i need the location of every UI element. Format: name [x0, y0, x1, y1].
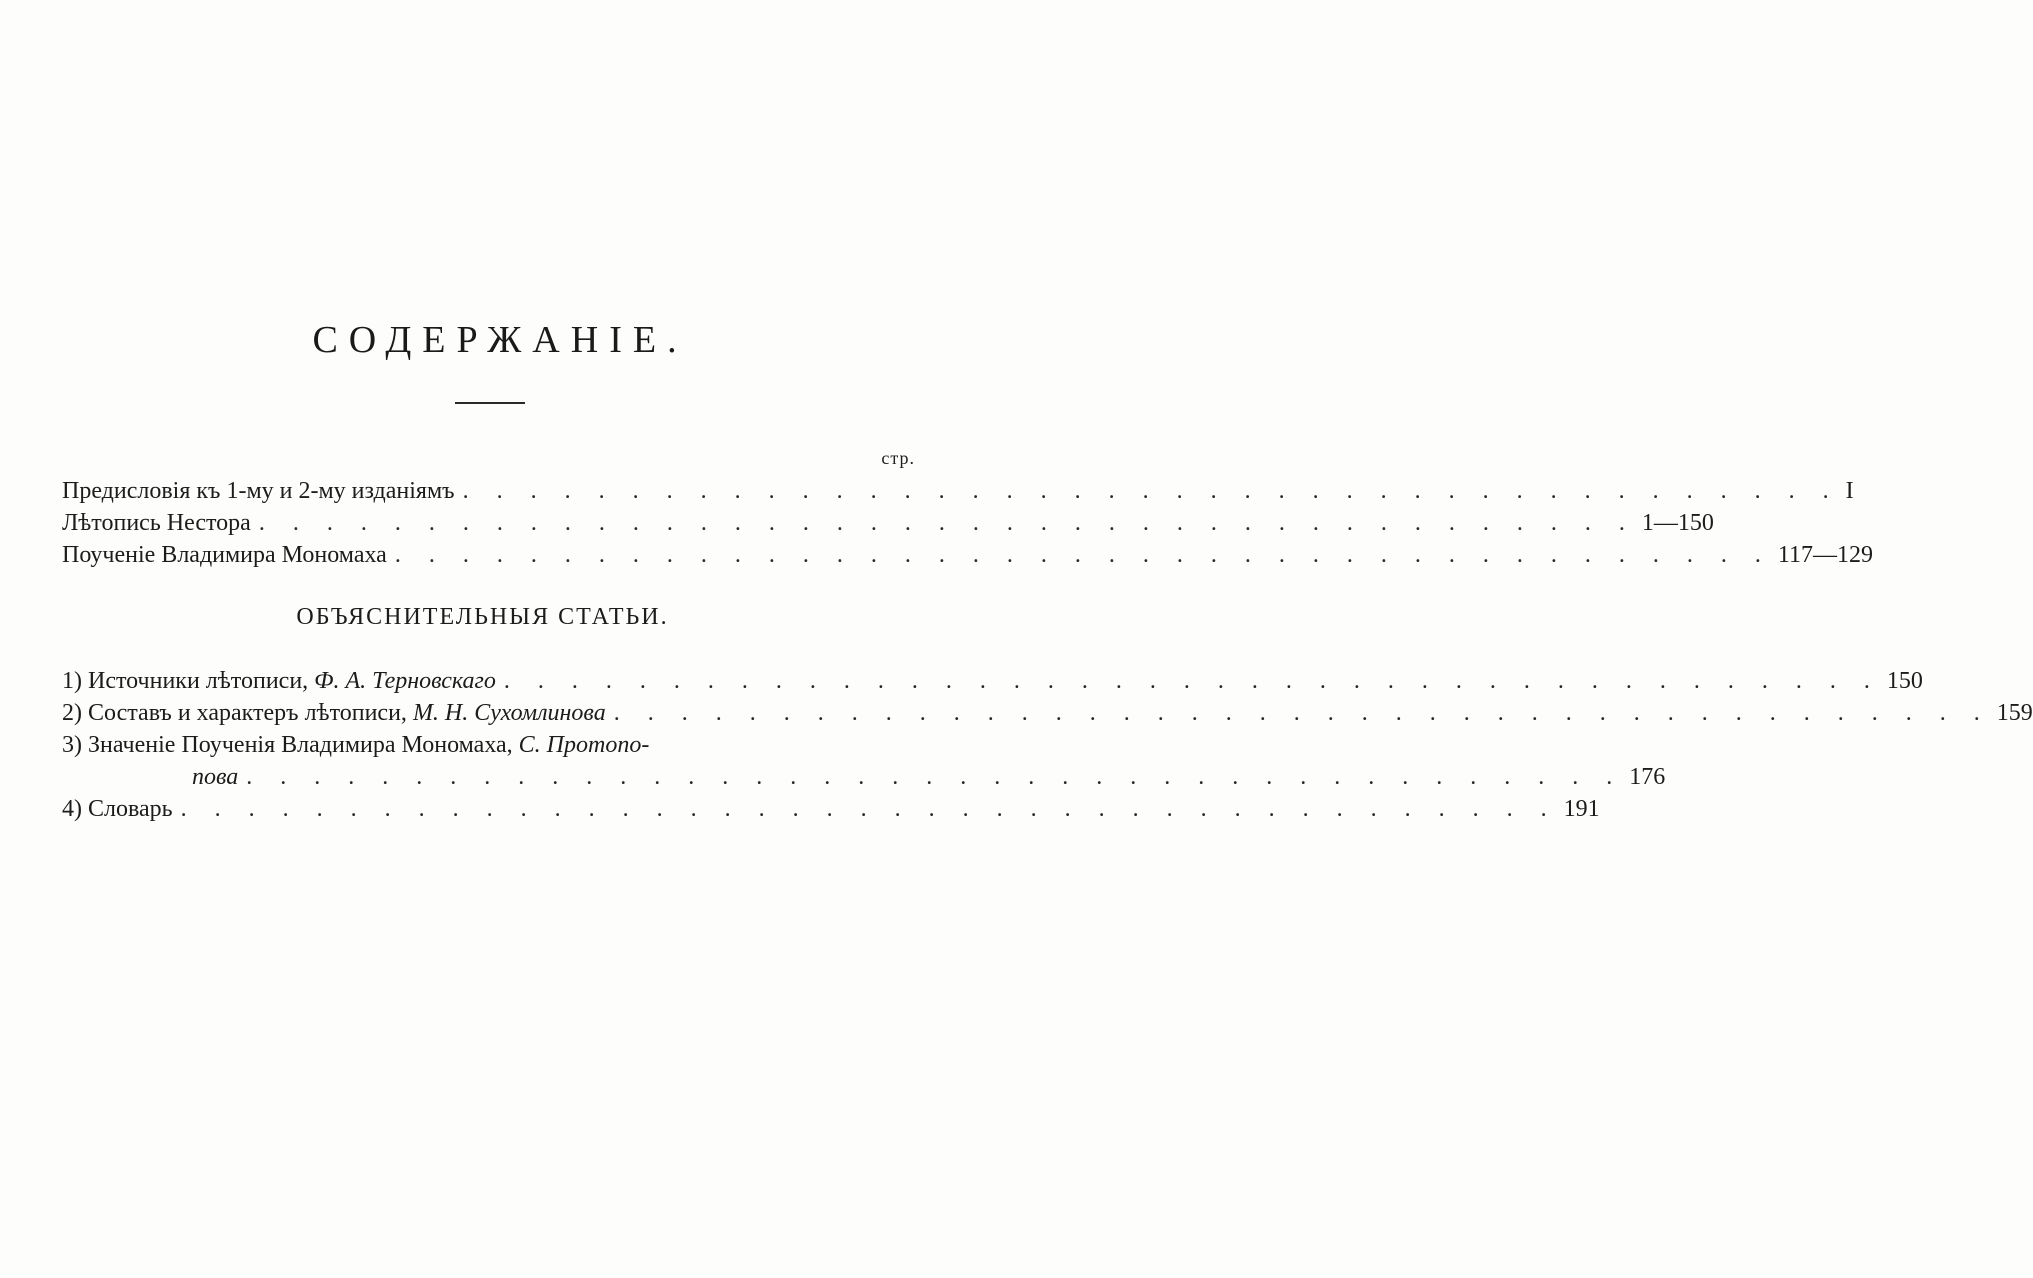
toc-page-number: 117—129	[1777, 542, 1873, 568]
article-entry-text	[62, 666, 496, 696]
article-number: 2)	[62, 700, 82, 726]
article-page-number: 191	[1563, 796, 1600, 822]
toc-entry-text: Поученіе Владимира Мономаха	[62, 542, 387, 568]
article-number: 3)	[62, 732, 82, 758]
toc-entry-preface	[62, 476, 1854, 506]
leader-dots: . . . . . . . . . . . . . . . . . . . . . . . . . . . . . . . . . . . . . . . . .	[462, 478, 1840, 504]
article-entry-3-second-line	[192, 762, 1666, 792]
article-title: Значеніе Поученія Владимира Мономаха,	[88, 732, 513, 758]
article-page-number: 150	[1886, 668, 1923, 694]
article-author: Ф. А. Терновскаго	[314, 668, 496, 694]
article-entry-text	[62, 794, 173, 824]
article-page-number: 176	[1629, 764, 1666, 790]
article-author: С. Протопо-	[518, 732, 650, 758]
toc-entry-instruction	[62, 540, 1873, 570]
leader-dots: . . . . . . . . . . . . . . . . . . . . . . . . . . . . . . . . . . . . . . . . .	[503, 668, 1881, 694]
article-entry-text	[62, 698, 606, 728]
leader-dots: . . . . . . . . . . . . . . . . . . . . . . . . . . . . . . . . . . . . . . . . .	[180, 796, 1558, 822]
article-entry-3-first-line	[62, 730, 649, 760]
toc-page-number: 1—150	[1641, 510, 1714, 536]
leader-dots: . . . . . . . . . . . . . . . . . . . . . . . . . . . . . . . . . . . . . . . . .	[246, 764, 1624, 790]
article-entry-2	[62, 698, 2033, 728]
article-title: Составъ и характеръ лѣтописи,	[88, 700, 407, 726]
article-number: 4)	[62, 796, 82, 822]
section-heading: ОБЪЯСНИТЕЛЬНЫЯ СТАТЬИ.	[296, 604, 669, 630]
article-title: Источники лѣтописи,	[88, 668, 309, 694]
leader-dots: . . . . . . . . . . . . . . . . . . . . . . . . . . . . . . . . . . . . . . . . .	[394, 542, 1772, 568]
leader-dots: . . . . . . . . . . . . . . . . . . . . . . . . . . . . . . . . . . . . . . . . .	[258, 510, 1636, 536]
article-author: М. Н. Сухомлинова	[412, 700, 606, 726]
leader-dots: . . . . . . . . . . . . . . . . . . . . . . . . . . . . . . . . . . . . . . . . .	[613, 700, 1991, 726]
title-rule	[455, 402, 525, 404]
article-title: Словарь	[88, 796, 173, 822]
toc-entry-text: Лѣтопись Нестора	[62, 510, 251, 536]
article-entry-1	[62, 666, 1923, 696]
article-author-continuation: пова	[192, 764, 239, 790]
toc-entry-text: Предисловія къ 1-му и 2-му изданіямъ	[62, 478, 455, 504]
article-page-number: 159	[1996, 700, 2033, 726]
page-column-header: стр.	[881, 448, 915, 468]
article-entry-4	[62, 794, 1600, 824]
toc-page-number: I	[1845, 478, 1854, 504]
toc-entry-chronicle	[62, 508, 1714, 538]
article-number: 1)	[62, 668, 82, 694]
page-title: СОДЕРЖАНІЕ.	[312, 319, 688, 361]
